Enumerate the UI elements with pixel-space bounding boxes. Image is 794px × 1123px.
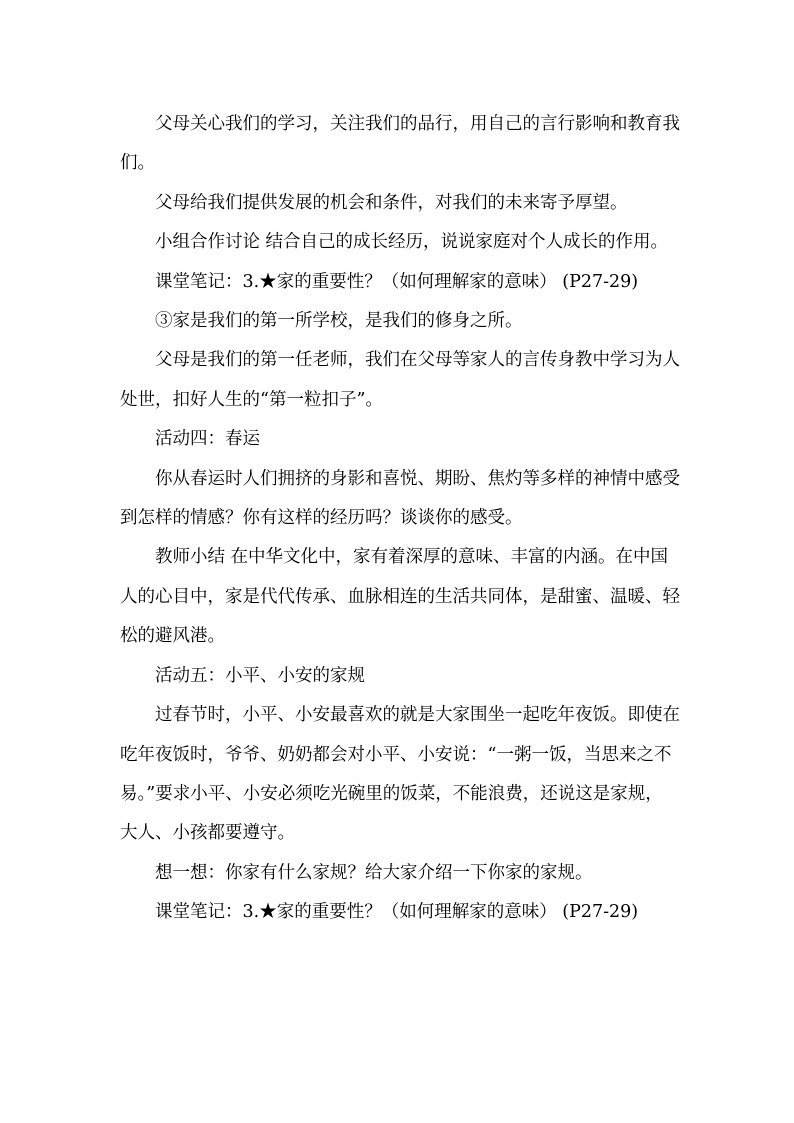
heading-activity-four: 活动四：春运 [155,429,260,450]
paragraph-spring-festival-travel: 你从春运时人们拥挤的身影和喜悦、期盼、焦灼等多样的神情中感受到怎样的情感？你有这样的经历吗？谈谈你的感受。 [120,468,680,529]
paragraph-think-about-it: 想一想：你家有什么家规？给大家介绍一下你家的家规。 [155,862,593,883]
document-body [120,105,680,933]
paragraph-first-school: ③家是我们的第一所学校，是我们的修身之所。 [155,311,523,332]
heading-activity-five: 活动五：小平、小安的家规 [155,665,365,686]
paragraph-first-teacher: 父母是我们的第一任老师，我们在父母等家人的言传身教中学习为人处世，扣好人生的“第一粒扣子”。 [120,350,680,410]
paragraph-family-rules-story: 过春节时，小平、小安最喜欢的就是大家围坐一起吃年夜饭。即使在吃年夜饭时，爷爷、奶奶都会对小平、小安说：“一粥一饭，当思来之不易。”要求小平、小安必须吃光碗里的饭菜，不能浪费，还说这是家规，大人、小孩都要遵守。 [120,705,680,844]
paragraph-class-notes-repeat: 课堂笔记：3.★家的重要性？（如何理解家的意味） (P27-29) [155,902,639,923]
paragraph-teacher-summary: 教师小结 在中华文化中，家有着深厚的意味、丰富的内涵。在中国人的心目中，家是代代传承、血脉相连的生活共同体，是甜蜜、温暖、轻松的避风港。 [120,547,680,647]
paragraph-group-discussion: 小组合作讨论 结合自己的成长经历，说说家庭对个人成长的作用。 [155,232,669,253]
paragraph-class-notes: 课堂笔记：3.★家的重要性？（如何理解家的意味） (P27-29) [155,271,639,292]
paragraph-parents-opportunities: 父母给我们提供发展的机会和条件，对我们的未来寄予厚望。 [155,192,628,213]
paragraph-parents-care: 父母关心我们的学习，关注我们的品行，用自己的言行影响和教育我们。 [120,114,680,174]
